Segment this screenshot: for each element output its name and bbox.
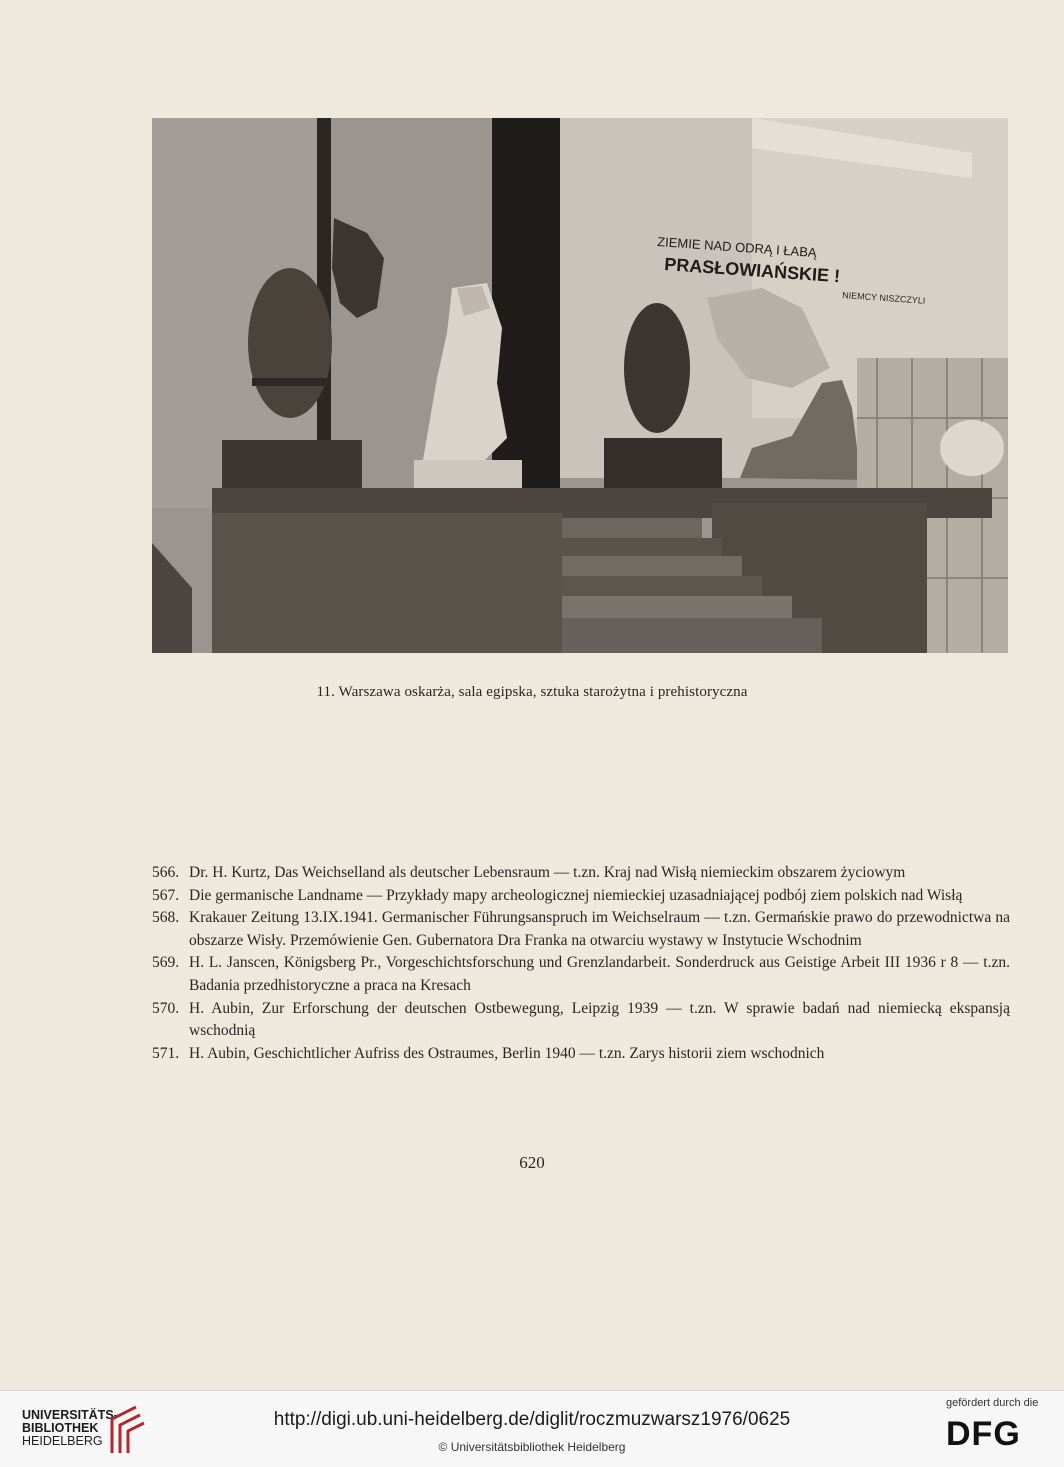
reference-number: 567. bbox=[152, 886, 180, 904]
figure-caption: 11. Warszawa oskarża, sala egipska, sztuka starożytna i prehistoryczna bbox=[316, 684, 748, 700]
reference-text: H. L. Janscen, Königsberg Pr., Vorgeschichtsforschung und Grenzlandarbeit. Sonderdruck aus Geistige Arbeit III 1936 r 8 — t.zn. Badania przedhistoryczne a praca na Kresach bbox=[189, 954, 1010, 994]
reference-number: 571. bbox=[152, 1044, 180, 1062]
page-number: 620 bbox=[519, 1153, 545, 1172]
reference-item bbox=[152, 1043, 1010, 1066]
funding-label: gefördert durch die bbox=[946, 1397, 1039, 1409]
reference-list bbox=[152, 862, 1010, 1065]
reference-text: Dr. H. Kurtz, Das Weichselland als deutscher Lebensraum — t.zn. Kraj nad Wisłą niemieckim obszarem życiowym bbox=[189, 864, 906, 881]
reference-item bbox=[152, 885, 1010, 908]
library-footer bbox=[0, 1390, 1064, 1467]
reference-text: Die germanische Landname — Przykłady mapy archeologicznej niemieckiej uzasadniającej podbój ziem polskich nad Wisłą bbox=[189, 886, 963, 904]
dfg-logo-text: DFG bbox=[946, 1415, 1021, 1453]
reference-text: Krakauer Zeitung 13.IX.1941. Germanischer Führungsanspruch im Weichselraum — t.zn. Germańskie prawo do przewodnictwa na obszarze Wisły. Przemówienie Gen. Gubernatora Dra Franka na otwarciu wystawy w Instytucie Wschodnim bbox=[189, 909, 1010, 949]
institution-line: UNIVERSITÄTS- bbox=[22, 1408, 118, 1422]
reference-number: 568. bbox=[152, 909, 180, 927]
reference-item bbox=[152, 998, 1010, 1043]
reference-number: 566. bbox=[152, 864, 180, 881]
copyright-notice: © Universitätsbibliothek Heidelberg bbox=[438, 1440, 626, 1454]
exhibition-photograph bbox=[152, 118, 1008, 653]
reference-number: 570. bbox=[152, 999, 180, 1017]
sign-line-2: PRASŁOWIAŃSKIE ! bbox=[663, 254, 841, 287]
institution-line: BIBLIOTHEK bbox=[22, 1421, 99, 1435]
reference-item bbox=[152, 907, 1010, 952]
sign-line-1: ZIEMIE NAD ODRĄ I ŁABĄ bbox=[656, 234, 818, 261]
sign-line-3: NIEMCY NISZCZYLI bbox=[841, 290, 926, 306]
reference-text: H. Aubin, Zur Erforschung der deutschen Ostbewegung, Leipzig 1939 — t.zn. W sprawie badań nad niemiecką ekspansją wschodnią bbox=[189, 999, 1010, 1040]
dfg-logo-icon bbox=[944, 1413, 1036, 1453]
document-url-link[interactable]: http://digi.ub.uni-heidelberg.de/diglit/roczmuzwarsz1976/0625 bbox=[273, 1409, 791, 1430]
photo-illustration bbox=[152, 118, 1008, 653]
reference-item bbox=[152, 862, 1010, 885]
institution-line: HEIDELBERG bbox=[22, 1434, 103, 1448]
reference-number: 569. bbox=[152, 954, 180, 972]
reference-text: H. Aubin, Geschichtlicher Aufriss des Ostraumes, Berlin 1940 — t.zn. Zarys historii ziem wschodnich bbox=[189, 1044, 825, 1062]
reference-item bbox=[152, 952, 1010, 997]
